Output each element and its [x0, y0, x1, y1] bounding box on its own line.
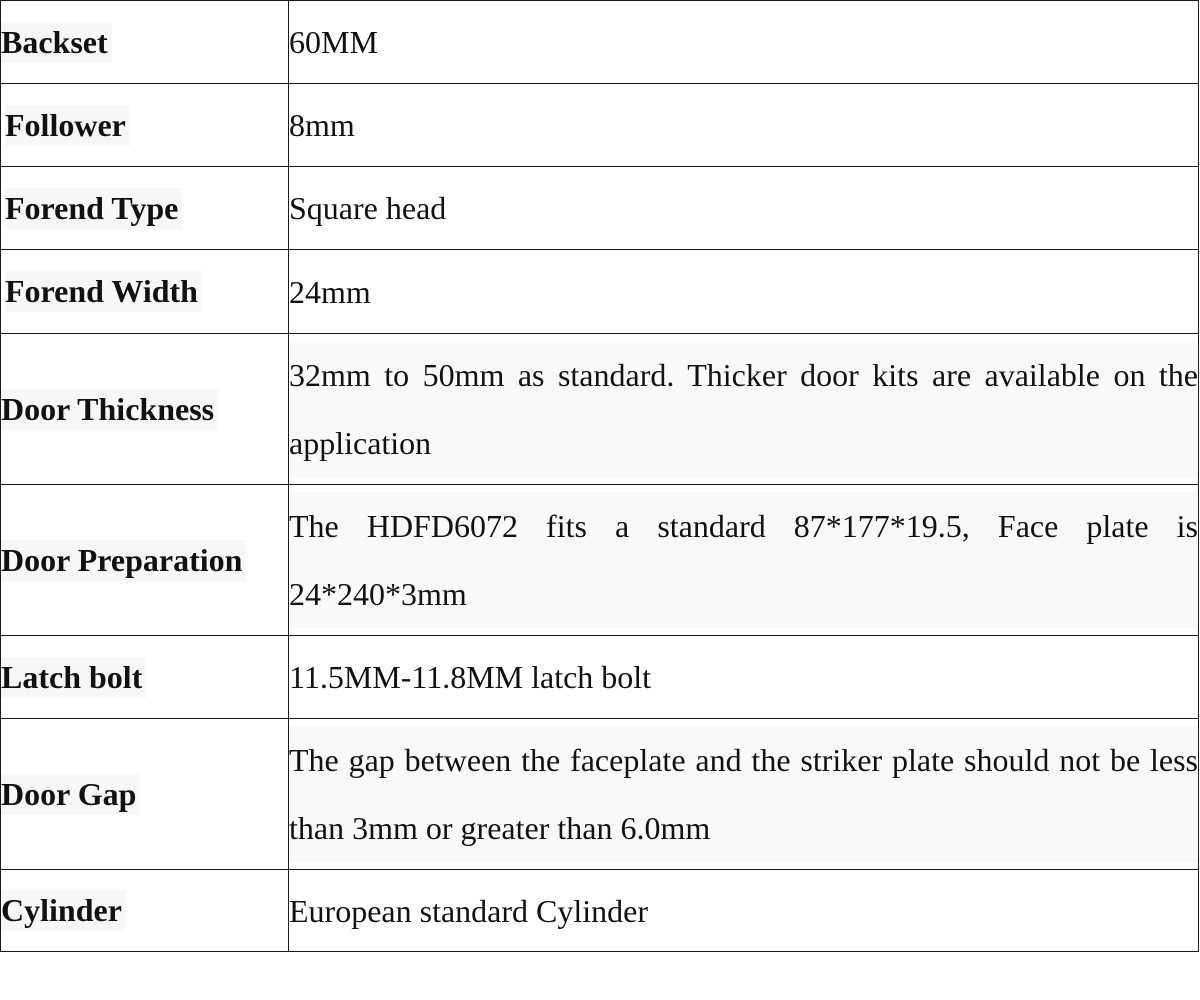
spec-label: Forend Width: [5, 271, 202, 312]
table-row: [1, 167, 1199, 250]
spec-label-cell: [1, 84, 289, 167]
table-row: [1, 334, 1199, 485]
spec-value: 11.5MM-11.8MM latch bolt: [289, 659, 652, 695]
table-row: [1, 636, 1199, 719]
spec-value-cell: [289, 870, 1199, 952]
table-row: [1, 250, 1199, 334]
spec-value-cell: [289, 250, 1199, 334]
spec-label-cell: [1, 719, 289, 870]
spec-value: 60MM: [289, 24, 378, 60]
spec-label-cell: [1, 485, 289, 636]
spec-value-cell: [289, 167, 1199, 250]
table-row: [1, 485, 1199, 636]
spec-value: The gap between the faceplate and the striker plate should not be less than 3mm or greater than 6.0mm: [289, 726, 1198, 862]
spec-value: 8mm: [289, 107, 355, 143]
spec-value-cell: [289, 719, 1199, 870]
spec-label: Latch bolt: [1, 657, 146, 698]
spec-value-cell: [289, 84, 1199, 167]
spec-label: Door Preparation: [1, 540, 246, 581]
spec-value: European standard Cylinder: [289, 892, 648, 929]
spec-label-cell: [1, 250, 289, 334]
spec-label-cell: [1, 636, 289, 719]
spec-label-cell: [1, 334, 289, 485]
spec-label-cell: [1, 167, 289, 250]
spec-value: Square head: [289, 190, 447, 226]
spec-label-cell: [1, 870, 289, 952]
spec-value: 24mm: [289, 273, 371, 310]
spec-value-cell: [289, 1, 1199, 84]
spec-label: Cylinder: [1, 890, 126, 931]
table-row: [1, 84, 1199, 167]
spec-value: The HDFD6072 fits a standard 87*177*19.5, Face plate is 24*240*3mm: [289, 492, 1198, 628]
spec-label: Forend Type: [5, 188, 182, 229]
spec-value-cell: [289, 636, 1199, 719]
spec-label: Backset: [1, 22, 112, 63]
spec-value: 32mm to 50mm as standard. Thicker door kits are available on the application: [289, 341, 1198, 477]
spec-label-cell: [1, 1, 289, 84]
spec-label: Door Gap: [1, 774, 140, 815]
table-row: [1, 1, 1199, 84]
spec-value-cell: [289, 485, 1199, 636]
spec-label: Follower: [5, 105, 130, 146]
table-row: [1, 719, 1199, 870]
table-row: [1, 870, 1199, 952]
spec-value-cell: [289, 334, 1199, 485]
spec-label: Door Thickness: [1, 389, 218, 430]
